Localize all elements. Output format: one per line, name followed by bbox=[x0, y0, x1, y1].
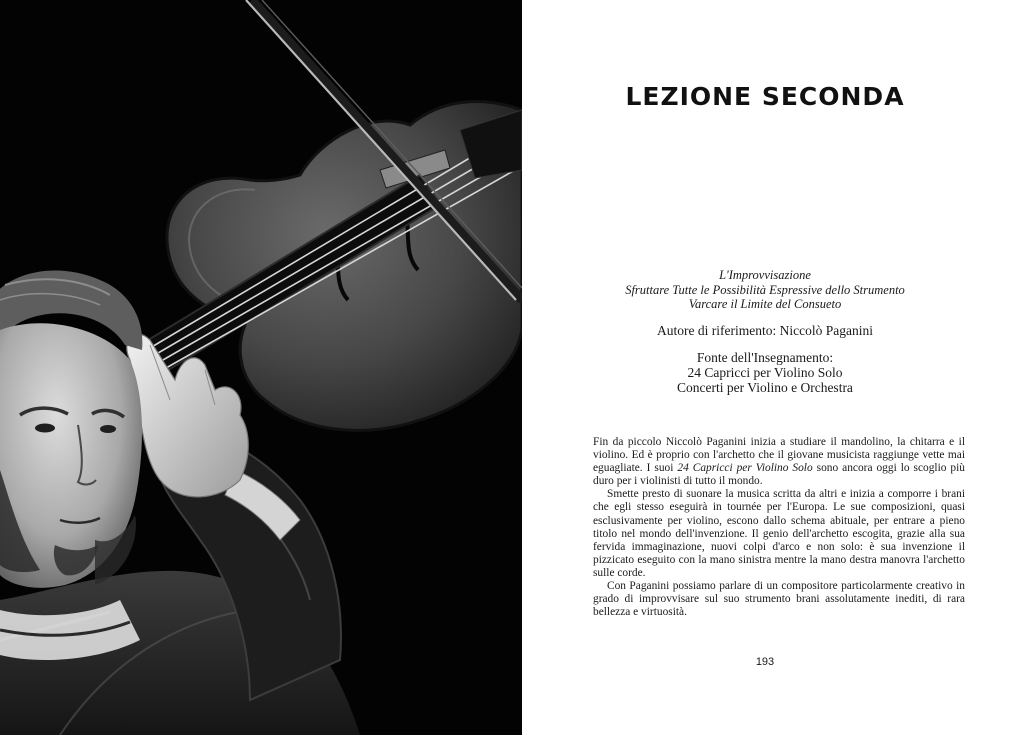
body-paragraph bbox=[593, 436, 965, 488]
chapter-subtitles bbox=[522, 268, 1008, 312]
portrait-head bbox=[0, 270, 142, 587]
page-number: 193 bbox=[755, 656, 775, 668]
body-paragraph: Con Paganini possiamo parlare di un compositore particolarmente creativo in grado di improvvisare sul suo strumento brani assolutamente inediti, di rara bellezza e virtuosità. bbox=[593, 580, 965, 619]
chapter-title: LEZIONE SECONDA bbox=[625, 82, 905, 111]
work-title: 24 Capricci per Violino Solo bbox=[677, 462, 813, 475]
source-heading: Fonte dell'Insegnamento: bbox=[696, 350, 834, 365]
body-text bbox=[593, 436, 965, 619]
paragraph-text: Fin da piccolo Niccolò Paganini inizia a studiare il mandolino, la chitarra e il violino. Ed è proprio con l'archetto che il giovane musicista raggiunge vette mai eguagliate. I suoi bbox=[593, 436, 965, 475]
right-page bbox=[522, 0, 1024, 735]
source-item: 24 Capricci per Violino Solo bbox=[687, 365, 843, 380]
teaching-source bbox=[522, 350, 1008, 395]
reference-author: Autore di riferimento: Niccolò Paganini bbox=[657, 323, 873, 338]
subtitle-line: Varcare il Limite del Consueto bbox=[688, 297, 842, 311]
paragraph-text: sono ancora oggi lo scoglio più duro per i violinisti di tutto il mondo. bbox=[593, 462, 965, 488]
body-paragraph: Smette presto di suonare la musica scritta da altri e inizia a comporre i brani che egli stesso eseguirà in tournée per l'Europa. Le sue composizioni, quasi esclusivamente per violino, escono dallo schema abituale, per entrare a pieno titolo nel mondo dell'invenzione. Il genio dell'archetto escogita, grazie alla sua fervida immaginazione, nuovi colpi d'arco e non solo: è sua invenzione il pizzicato eseguito con la mano sinistra mentre la mano destra manovra l'archetto sulle corde. bbox=[593, 488, 965, 579]
subtitle-line: L'Improvvisazione bbox=[719, 268, 811, 282]
subtitle-line: Sfruttare Tutte le Possibilità Espressive dello Strumento bbox=[625, 282, 905, 297]
source-item: Concerti per Violino e Orchestra bbox=[677, 380, 853, 395]
